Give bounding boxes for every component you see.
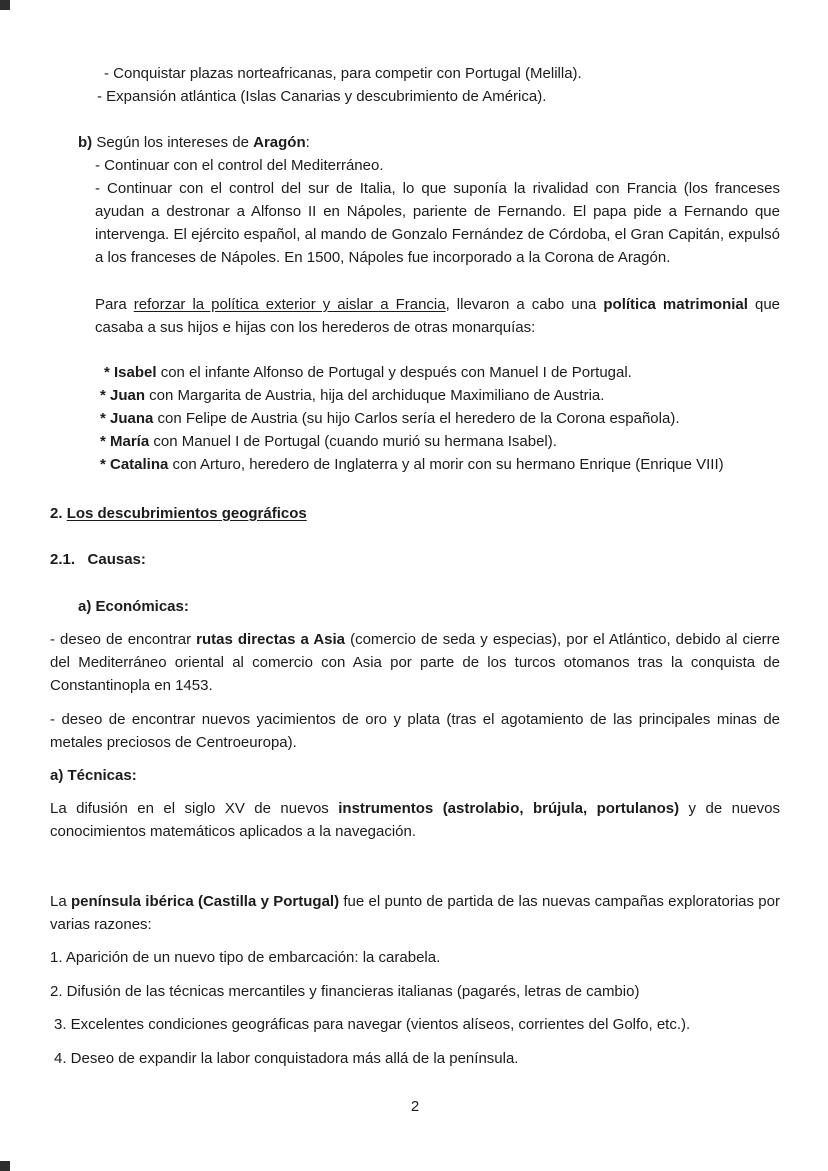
text-run: - deseo de encontrar nuevos yacimientos de oro y plata (tras el agotamiento de las principales minas de metales preciosos de Centroeuropa). <box>50 711 780 751</box>
text-run: - Expansión atlántica (Islas Canarias y descubrimiento de América). <box>97 88 547 105</box>
text-run: con Margarita de Austria, hija del archiduque Maximiliano de Austria. <box>145 387 605 404</box>
marriage-item-juana <box>100 407 780 430</box>
marriage-item-maria <box>100 430 780 453</box>
text-run: - Continuar con el control del Mediterráneo. <box>95 157 384 174</box>
economic-cause-gold-silver <box>50 708 780 754</box>
text-run: - deseo de encontrar <box>50 631 197 648</box>
text-run: - Continuar con el control del sur de Italia, lo que suponía la rivalidad con Francia (los franceses ayudan a destronar a Alfonso II en Nápoles, pariente de Fernando. El papa pide a Fernando que intervenga. El ejército español, al mando de Gonzalo Fernández de Córdoba, el Gran Capitán, expulsó a los franceses de Nápoles. En 1500, Nápoles fue incorporado a la Corona de Aragón. <box>95 180 780 266</box>
text-run: a) Técnicas: <box>50 767 137 784</box>
text-run: a) Económicas: <box>78 598 189 615</box>
text-run: Aragón <box>253 134 306 151</box>
scan-corner-mark-top-left <box>0 0 10 10</box>
reason-geography <box>54 1013 780 1036</box>
aragon-item-mediterranean <box>95 154 780 177</box>
text-run: - Conquistar plazas norteafricanas, para competir con Portugal (Melilla). <box>104 65 582 82</box>
heading-aragon-interests <box>78 131 780 154</box>
text-run: * Juan <box>100 387 146 404</box>
economic-cause-asia-routes <box>50 628 780 697</box>
text-run: , llevaron a cabo una <box>445 296 604 313</box>
text-run: * Catalina <box>100 456 169 473</box>
heading-technical-causes <box>50 764 780 787</box>
text-run: b) <box>78 134 97 151</box>
reason-expansion <box>54 1047 780 1070</box>
aragon-item-italy-paragraph <box>95 177 780 269</box>
text-run: : <box>305 134 310 151</box>
technical-causes-paragraph <box>50 797 780 843</box>
text-run: 2. Difusión de las técnicas mercantiles y financieras italianas (pagarés, letras de cambio) <box>50 983 640 1000</box>
text-run: que casaba a sus hijos e hijas con los herederos de otras monarquías: <box>95 296 780 336</box>
subsection-heading-causes <box>50 548 780 571</box>
text-run: * María <box>100 433 150 450</box>
text-run: reforzar la política exterior y aislar a Francia <box>133 296 446 313</box>
text-run: Según los intereses de <box>96 134 254 151</box>
marriage-item-isabel <box>104 361 780 384</box>
castile-item-north-africa <box>104 62 780 85</box>
text-run: política matrimonial <box>603 296 748 313</box>
text-run: 1. Aparición de un nuevo tipo de embarcación: la carabela. <box>50 949 441 966</box>
marriage-item-juan <box>100 384 780 407</box>
text-run: La difusión en el siglo XV de nuevos <box>50 800 339 817</box>
text-run: Los descubrimientos geográficos <box>66 505 307 522</box>
iberian-peninsula-paragraph <box>50 890 780 936</box>
matrimonial-policy-paragraph <box>95 293 780 339</box>
text-run: y de nuevos conocimientos matemáticos aplicados a la navegación. <box>50 800 780 840</box>
text-run: 4. Deseo de expandir la labor conquistadora más allá de la península. <box>54 1050 519 1067</box>
text-run: rutas directas a Asia <box>196 631 346 648</box>
text-run: fue el punto de partida de las nuevas campañas exploratorias por varias razones: <box>50 893 780 933</box>
text-run: * Juana <box>100 410 154 427</box>
scan-corner-mark-bottom-left <box>0 1161 10 1171</box>
text-run: con Felipe de Austria (su hijo Carlos sería el heredero de la Corona española). <box>153 410 680 427</box>
text-run: con el infante Alfonso de Portugal y después con Manuel I de Portugal. <box>156 364 632 381</box>
text-run: 2.1. Causas: <box>50 551 146 568</box>
reason-mercantile-techniques <box>50 980 780 1003</box>
text-run: (comercio de seda y especias), por el Atlántico, debido al cierre del Mediterráneo oriental al comercio con Asia por parte de los turcos otomanos tras la conquista de Constantinopla en 1453. <box>50 631 781 694</box>
text-run: La <box>50 893 71 910</box>
text-run: con Manuel I de Portugal (cuando murió su hermana Isabel). <box>149 433 557 450</box>
text-run: 3. Excelentes condiciones geográficas para navegar (vientos alíseos, corrientes del Golfo, etc.). <box>54 1016 691 1033</box>
text-run: 2. <box>50 505 67 522</box>
text-run: Para <box>95 296 134 313</box>
page-number: 2 <box>410 1098 420 1115</box>
text-run: península ibérica (Castilla y Portugal) <box>70 893 340 910</box>
reason-caravel <box>50 946 780 969</box>
heading-economic-causes <box>78 595 780 618</box>
text-run: instrumentos (astrolabio, brújula, portulanos) <box>338 800 680 817</box>
section-heading-discoveries <box>50 502 780 525</box>
text-run: con Arturo, heredero de Inglaterra y al morir con su hermano Enrique (Enrique VIII) <box>168 456 724 473</box>
castile-item-atlantic <box>97 85 780 108</box>
marriage-item-catalina <box>100 453 780 476</box>
text-run: * Isabel <box>104 364 157 381</box>
